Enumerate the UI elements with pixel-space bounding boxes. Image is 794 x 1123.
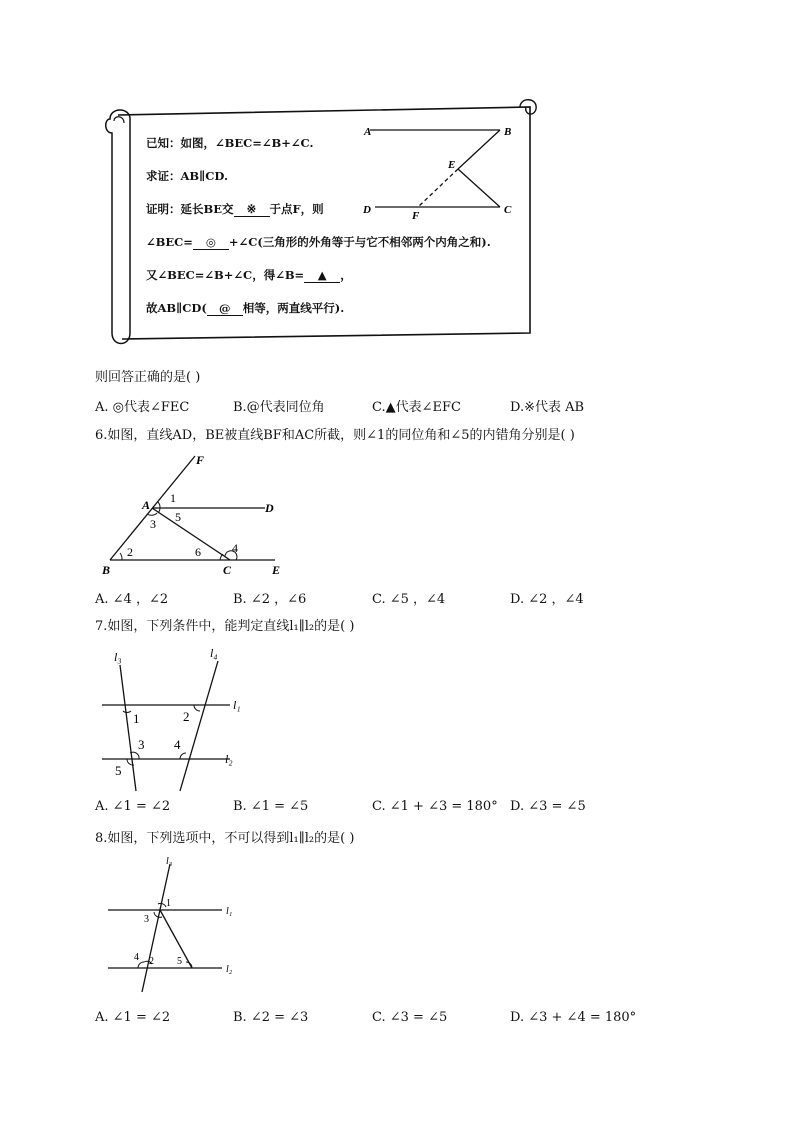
proof-conclusion: 故AB∥CD( @ 相等，两直线平行).	[146, 301, 345, 315]
q6-angle-2: 2	[127, 545, 133, 559]
q7-option-c[interactable]: C. ∠1 + ∠3 = 180°	[372, 799, 498, 814]
q6-label-B: B	[102, 563, 111, 577]
q6-option-d[interactable]: D. ∠2 ，∠4	[510, 592, 584, 607]
q8-label-l3: l₃	[166, 856, 173, 867]
q7-stem: 7.如图，下列条件中，能判定直线l₁∥l₂的是( )	[95, 619, 355, 634]
proof-step-2: ∠BEC= ◎ +∠C(三角形的外角等于与它不相邻两个内角之和).	[146, 235, 491, 249]
q8-option-a[interactable]: A. ∠1 = ∠2	[95, 1010, 171, 1025]
q7-label-l4: l₄	[210, 646, 218, 660]
blank-at-sign: @	[207, 301, 243, 316]
label-B: B	[504, 126, 512, 138]
q7-option-b[interactable]: B. ∠1 = ∠5	[233, 799, 309, 814]
q6-option-b[interactable]: B. ∠2 ，∠6	[233, 592, 307, 607]
blank-reference-mark: ※	[234, 202, 270, 217]
proof-step-3: 又∠BEC=∠B+∠C，得∠B= ▲ ，	[146, 268, 352, 282]
q6-angle-6: 6	[195, 545, 201, 559]
q7-angle-1: 1	[133, 711, 140, 726]
q8-option-c[interactable]: C. ∠3 = ∠5	[372, 1010, 448, 1025]
label-F: F	[412, 210, 420, 222]
label-E: E	[448, 159, 456, 171]
q8-figure	[100, 852, 260, 1002]
q8-option-d[interactable]: D. ∠3 + ∠4 = 180°	[510, 1010, 637, 1025]
label-D: D	[363, 204, 371, 216]
q8-angle-4: 4	[134, 952, 139, 963]
proof-scroll	[100, 95, 540, 350]
q7-option-d[interactable]: D. ∠3 = ∠5	[510, 799, 586, 814]
proof-to-prove: 求证：AB∥CD.	[146, 169, 228, 183]
q6-label-A: A	[142, 498, 151, 512]
q7-option-a[interactable]: A. ∠1 = ∠2	[95, 799, 171, 814]
proof-given: 已知：如图，∠BEC=∠B+∠C.	[146, 136, 314, 150]
blank-triangle: ▲	[304, 268, 340, 283]
q5-option-c[interactable]: C.▲代表∠EFC	[372, 400, 461, 415]
blank-double-circle: ◎	[193, 235, 229, 250]
q6-label-E: E	[272, 563, 281, 577]
q8-option-b[interactable]: B. ∠2 = ∠3	[233, 1010, 309, 1025]
proof-step-1: 证明：延长BE交 ※ 于点F，则	[146, 202, 324, 216]
q7-angle-5: 5	[115, 763, 122, 778]
q8-angle-5: 5	[177, 956, 182, 967]
q6-label-C: C	[223, 563, 232, 577]
label-A: A	[364, 126, 372, 138]
q6-label-F: F	[196, 453, 205, 467]
q7-angle-3: 3	[138, 737, 145, 752]
q7-label-l1: l₁	[233, 698, 241, 712]
q6-option-a[interactable]: A. ∠4 ，∠2	[95, 592, 169, 607]
q5-option-a[interactable]: A. ◎代表∠FEC	[95, 400, 190, 415]
q6-option-c[interactable]: C. ∠5 ，∠4	[372, 592, 446, 607]
q6-angle-1: 1	[170, 491, 176, 505]
q8-angle-1: 1	[166, 898, 171, 909]
q7-label-l2: l₂	[225, 752, 233, 766]
q6-angle-4: 4	[232, 541, 238, 555]
q8-angle-3: 3	[144, 914, 149, 925]
q5-option-b[interactable]: B.@代表同位角	[233, 400, 325, 415]
q8-label-l2: l₂	[226, 964, 233, 975]
q8-stem: 8.如图，下列选项中，不可以得到l₁∥l₂的是( )	[95, 831, 355, 846]
q7-angle-2: 2	[183, 709, 190, 724]
q6-stem: 6.如图，直线AD，BE被直线BF和AC所截，则∠1的同位角和∠5的内错角分别是( )	[95, 428, 575, 443]
q7-label-l3: l₃	[114, 650, 122, 664]
q6-angle-3: 3	[150, 517, 156, 531]
label-C: C	[504, 204, 512, 216]
q7-angle-4: 4	[174, 737, 181, 752]
q6-label-D: D	[265, 501, 274, 515]
q6-angle-5: 5	[175, 510, 181, 524]
q8-label-l1: l₁	[226, 906, 233, 917]
q5-prompt: 则回答正确的是( )	[95, 370, 201, 385]
q8-angle-2: 2	[149, 956, 154, 967]
q6-figure	[100, 450, 300, 580]
q5-option-d[interactable]: D.※代表 AB	[510, 400, 585, 415]
q7-figure	[100, 643, 260, 793]
